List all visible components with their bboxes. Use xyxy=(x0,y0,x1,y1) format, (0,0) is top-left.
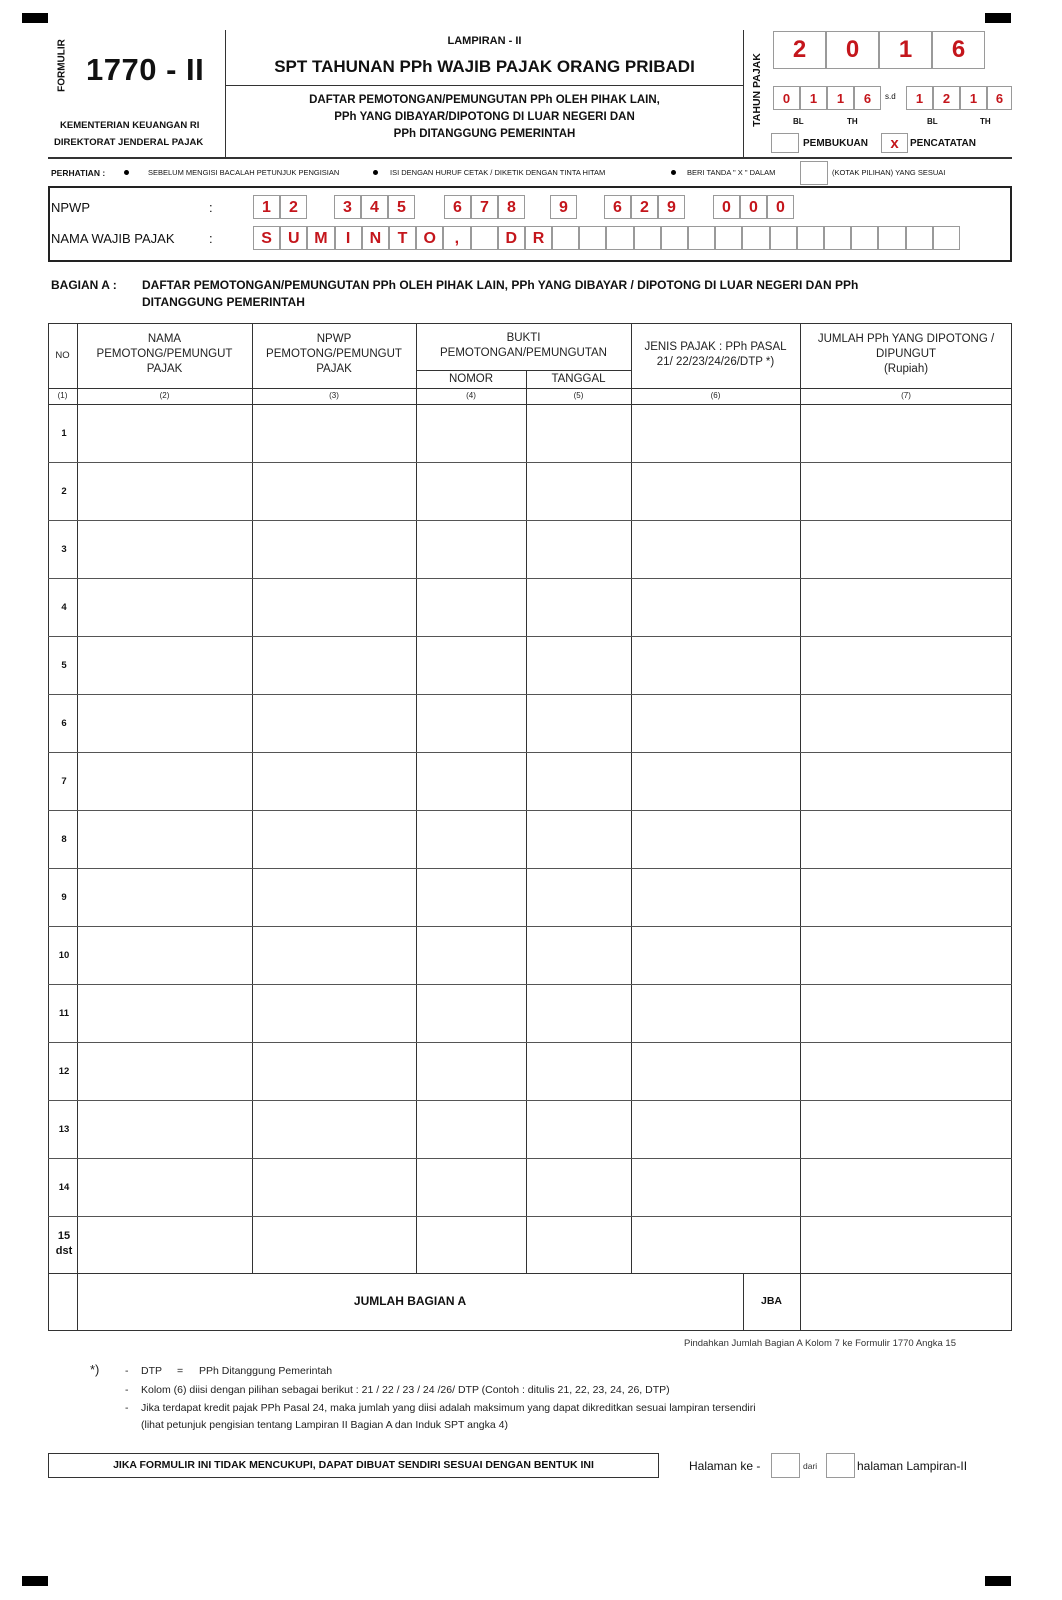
name-char: M xyxy=(307,226,334,250)
note-dash: - xyxy=(125,1402,129,1414)
name-char: T xyxy=(389,226,416,250)
row-number: 2 xyxy=(61,486,67,497)
subtitle-line3: PPh DITANGGUNG PEMERINTAH xyxy=(393,128,576,140)
npwp-digit: 0 xyxy=(740,195,767,219)
period-start-digit: 6 xyxy=(854,86,881,110)
dtp-key: DTP xyxy=(141,1365,162,1377)
col-jenis-line: 21/ 22/23/24/26/DTP *) xyxy=(656,356,775,368)
npwp-label: NPWP xyxy=(51,200,90,215)
subtitle-line1: DAFTAR PEMOTONGAN/PEMUNGUTAN PPh OLEH PIHAK LAIN, xyxy=(309,94,660,106)
header-bottom-line xyxy=(48,157,1012,159)
name-char: R xyxy=(525,226,552,250)
halaman-lampiran-label: halaman Lampiran-II xyxy=(857,1459,968,1473)
col-header-jenis xyxy=(631,340,800,370)
th-label: TH xyxy=(847,117,858,126)
name-char: U xyxy=(280,226,307,250)
section-a-label: BAGIAN A : xyxy=(51,278,117,292)
perhatian-item3: BERI TANDA " X " DALAM xyxy=(687,168,776,177)
table-index-line xyxy=(48,404,1012,405)
registration-mark-top-right xyxy=(985,13,1011,23)
th-label: TH xyxy=(980,117,991,126)
col-header-tanggal: TANGGAL xyxy=(551,373,606,385)
name-char xyxy=(906,226,933,250)
npwp-digit: 9 xyxy=(550,195,577,219)
name-char xyxy=(552,226,579,250)
npwp-digit: 3 xyxy=(334,195,361,219)
example-checkbox xyxy=(800,161,828,185)
ministry-line2: DIREKTORAT JENDERAL PAJAK xyxy=(54,137,204,148)
nama-label: NAMA WAJIB PAJAK xyxy=(51,231,175,246)
tahun-digit: 2 xyxy=(773,31,826,69)
note-kolom6: Kolom (6) diisi dengan pilihan sebagai berikut : 21 / 22 / 23 / 24 /26/ DTP (Contoh : ditulis 21, 22, 23, 24, 26, DTP) xyxy=(141,1384,670,1396)
name-char xyxy=(661,226,688,250)
row-line xyxy=(48,1042,1012,1043)
jba-label: JBA xyxy=(760,1295,782,1307)
row-number: 14 xyxy=(58,1182,70,1193)
form-title: SPT TAHUNAN PPh WAJIB PAJAK ORANG PRIBADI xyxy=(274,57,695,76)
form-number: 1770 - II xyxy=(86,52,205,87)
npwp-digit: 0 xyxy=(767,195,794,219)
row-line xyxy=(48,926,1012,927)
row-number: 6 xyxy=(61,718,67,729)
row-line xyxy=(48,1100,1012,1101)
npwp-digit: 2 xyxy=(631,195,658,219)
row-number-dst: dst xyxy=(55,1245,73,1257)
row-number: 11 xyxy=(58,1008,70,1019)
npwp-digit: 9 xyxy=(658,195,685,219)
tahun-digit: 1 xyxy=(879,31,932,69)
name-char: N xyxy=(362,226,389,250)
ministry-line1: KEMENTERIAN KEUANGAN RI xyxy=(60,120,200,131)
pencatatan-checkbox[interactable] xyxy=(881,133,908,153)
name-char: S xyxy=(253,226,280,250)
name-char xyxy=(770,226,797,250)
bullet-icon xyxy=(671,170,676,175)
pembukuan-label: PEMBUKUAN xyxy=(803,138,868,149)
dtp-value: PPh Ditanggung Pemerintah xyxy=(199,1365,333,1377)
col-header-npwp xyxy=(252,332,416,377)
boxed-note: JIKA FORMULIR INI TIDAK MENCUKUPI, DAPAT DIBUAT SENDIRI SESUAI DENGAN BENTUK INI xyxy=(48,1453,659,1478)
row-number: 3 xyxy=(61,544,67,555)
perhatian-label: PERHATIAN : xyxy=(51,168,106,178)
col-line xyxy=(416,323,417,1273)
bullet-icon xyxy=(124,170,129,175)
col-npwp-line: NPWP xyxy=(316,333,352,345)
pencatatan-mark: x xyxy=(890,135,899,152)
col-no-text: NO xyxy=(55,350,70,361)
table-header-line xyxy=(48,388,1012,389)
row-number: 5 xyxy=(61,660,67,671)
name-char: , xyxy=(443,226,470,250)
col-npwp-line: PEMOTONG/PEMUNGUT xyxy=(266,348,402,360)
name-char xyxy=(634,226,661,250)
npwp-digit: 8 xyxy=(498,195,525,219)
col-npwp-line: PAJAK xyxy=(316,363,352,375)
name-char xyxy=(742,226,769,250)
pindahkan-note: Pindahkan Jumlah Bagian A Kolom 7 ke Formulir 1770 Angka 15 xyxy=(684,1338,956,1349)
row-line xyxy=(48,1158,1012,1159)
name-char: I xyxy=(335,226,362,250)
row-number: 12 xyxy=(58,1066,70,1077)
lampiran-label: LAMPIRAN - II xyxy=(447,35,522,47)
name-char xyxy=(579,226,606,250)
col-header-no xyxy=(48,348,77,363)
row-line xyxy=(48,1216,1012,1217)
name-char: O xyxy=(416,226,443,250)
col-jumlah-line: DIPUNGUT xyxy=(875,348,937,360)
bullet-icon xyxy=(373,170,378,175)
npwp-colon: : xyxy=(209,200,213,215)
npwp-digit: 4 xyxy=(361,195,388,219)
name-char xyxy=(688,226,715,250)
note-dash: - xyxy=(125,1384,129,1396)
period-end-digit: 2 xyxy=(933,86,960,110)
jba-value-field[interactable] xyxy=(801,1274,1011,1330)
row-number: 4 xyxy=(61,602,67,613)
row-line xyxy=(48,984,1012,985)
col-line xyxy=(252,323,253,1273)
row-number-15: 15 xyxy=(57,1230,71,1242)
npwp-digit: 0 xyxy=(713,195,740,219)
asterisk-note: *) xyxy=(90,1362,100,1377)
note-dash: - xyxy=(125,1365,129,1377)
row-number: 7 xyxy=(61,776,67,787)
col-header-nama xyxy=(77,332,252,377)
halaman-ke-label: Halaman ke - xyxy=(689,1459,761,1473)
row-line xyxy=(48,462,1012,463)
col-index: (6) xyxy=(710,391,721,400)
nama-colon: : xyxy=(209,231,213,246)
formulir-label: FORMULIR xyxy=(56,39,68,92)
dtp-equals: = xyxy=(177,1365,184,1377)
row-line xyxy=(48,810,1012,811)
col-jumlah-line: (Rupiah) xyxy=(883,363,929,375)
col-index: (1) xyxy=(57,391,68,400)
col-index: (7) xyxy=(901,391,911,400)
halaman-total-input[interactable] xyxy=(826,1453,855,1478)
registration-mark-bottom-left xyxy=(22,1576,48,1586)
tahun-digit: 6 xyxy=(932,31,985,69)
col-jenis-line: JENIS PAJAK : PPh PASAL xyxy=(644,341,787,353)
dari-label: dari xyxy=(803,1461,818,1471)
perhatian-item3-end: (KOTAK PILIHAN) YANG SESUAI xyxy=(832,168,946,177)
jumlah-bagian-a-label: JUMLAH BAGIAN A xyxy=(353,1294,467,1308)
npwp-digit: 7 xyxy=(471,195,498,219)
npwp-digit: 5 xyxy=(388,195,415,219)
col-header-nomor: NOMOR xyxy=(448,373,494,385)
identity-box xyxy=(48,186,1012,262)
tahun-digit: 0 xyxy=(826,31,879,69)
col-jumlah-line: JUMLAH PPh YANG DIPOTONG / xyxy=(817,333,995,345)
name-char xyxy=(851,226,878,250)
bl-label: BL xyxy=(927,117,938,126)
header-title-underline xyxy=(226,85,743,86)
row-line xyxy=(48,868,1012,869)
name-char xyxy=(933,226,960,250)
row-number: 1 xyxy=(61,428,67,439)
col-index: (3) xyxy=(329,391,339,400)
row-number: 13 xyxy=(58,1124,70,1135)
note-pph24-line2: (lihat petunjuk pengisian tentang Lampiran II Bagian A dan Induk SPT angka 4) xyxy=(141,1419,508,1431)
pembukuan-checkbox[interactable] xyxy=(771,133,799,153)
period-end-digit: 1 xyxy=(960,86,987,110)
col-line xyxy=(526,370,527,1273)
name-char xyxy=(878,226,905,250)
period-start-digit: 0 xyxy=(773,86,800,110)
npwp-digit: 2 xyxy=(280,195,307,219)
col-nama-line: PEMOTONG/PEMUNGUT xyxy=(96,348,233,360)
subtitle-line2: PPh YANG DIBAYAR/DIPOTONG DI LUAR NEGERI DAN xyxy=(334,111,635,123)
row-line xyxy=(48,636,1012,637)
col-line xyxy=(800,323,801,1331)
col-line xyxy=(77,323,78,1331)
table-subheader-line xyxy=(416,370,631,371)
period-end-digit: 1 xyxy=(906,86,933,110)
row-line xyxy=(48,752,1012,753)
name-char: D xyxy=(498,226,525,250)
row-line xyxy=(48,578,1012,579)
col-line xyxy=(631,323,632,1273)
note-pph24-line1: Jika terdapat kredit pajak PPh Pasal 24, maka jumlah yang diisi adalah maksimum yang dapat dikreditkan sesuai lampiran tersendiri xyxy=(141,1402,756,1414)
npwp-digit: 6 xyxy=(444,195,471,219)
nama-field[interactable] xyxy=(253,226,961,250)
period-separator: s.d xyxy=(885,92,896,101)
name-char xyxy=(471,226,498,250)
period-start-digit: 1 xyxy=(800,86,827,110)
npwp-digit: 6 xyxy=(604,195,631,219)
registration-mark-top-left xyxy=(22,13,48,23)
header-divider-right xyxy=(743,30,744,157)
section-a-title-line1: DAFTAR PEMOTONGAN/PEMUNGUTAN PPh OLEH PIHAK LAIN, PPh YANG DIBAYAR / DIPOTONG DI LUAR NEGERI DAN PPh xyxy=(142,278,859,292)
row-number-last xyxy=(50,1229,78,1259)
npwp-digit: 1 xyxy=(253,195,280,219)
row-line xyxy=(48,694,1012,695)
col-header-bukti xyxy=(416,331,631,361)
name-char xyxy=(797,226,824,250)
registration-mark-bottom-right xyxy=(985,1576,1011,1586)
col-header-jumlah xyxy=(800,332,1012,377)
row-line xyxy=(48,520,1012,521)
pencatatan-label: PENCATATAN xyxy=(910,138,976,149)
col-bukti-line: PEMOTONGAN/PEMUNGUTAN xyxy=(440,347,607,359)
col-nama-line: NAMA xyxy=(147,333,182,345)
bl-label: BL xyxy=(793,117,804,126)
table-frame xyxy=(48,323,1012,1331)
halaman-ke-input[interactable] xyxy=(771,1453,800,1478)
tahun-pajak-label: TAHUN PAJAK xyxy=(751,53,763,127)
perhatian-item1: SEBELUM MENGISI BACALAH PETUNJUK PENGISIAN xyxy=(148,168,340,177)
perhatian-item2: ISI DENGAN HURUF CETAK / DIKETIK DENGAN TINTA HITAM xyxy=(390,168,606,177)
row-number: 10 xyxy=(58,950,70,961)
section-a-title-line2: DITANGGUNG PEMERINTAH xyxy=(142,295,305,309)
period-end-digit: 6 xyxy=(987,86,1012,110)
col-bukti-line: BUKTI xyxy=(506,332,541,344)
col-nama-line: PAJAK xyxy=(146,363,183,375)
col-index: (2) xyxy=(159,391,170,400)
name-char xyxy=(715,226,742,250)
period-start-digit: 1 xyxy=(827,86,854,110)
name-char xyxy=(606,226,633,250)
col-index: (5) xyxy=(573,391,584,400)
name-char xyxy=(824,226,851,250)
row-number: 9 xyxy=(61,892,67,903)
col-index: (4) xyxy=(466,391,476,400)
row-number: 8 xyxy=(61,834,67,845)
